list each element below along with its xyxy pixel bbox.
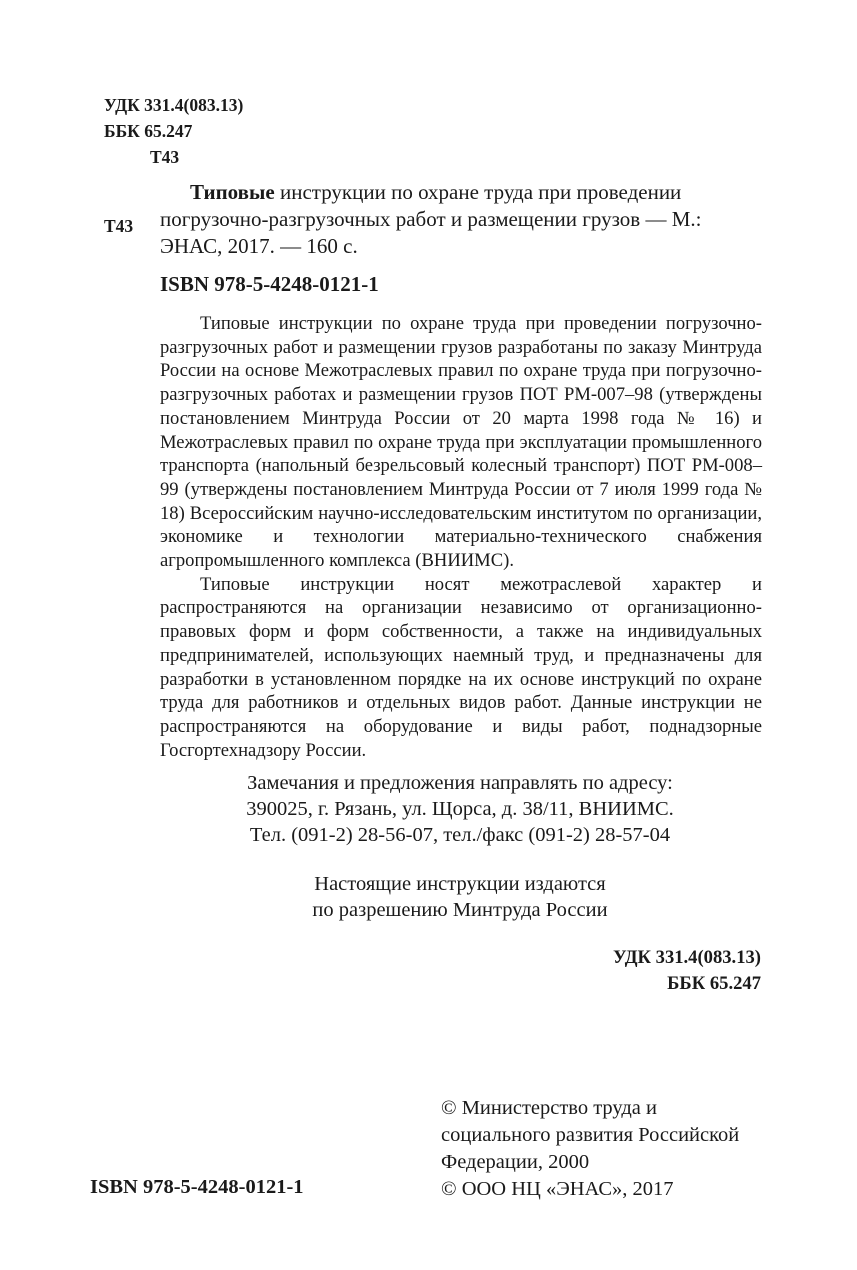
permission-block bbox=[160, 871, 760, 923]
citation-title-bold: Типовые bbox=[190, 180, 275, 204]
contacts-line-1: Замечания и предложения направлять по адресу: bbox=[247, 772, 673, 794]
annotation-paragraph-1: Типовые инструкции по охране труда при проведении погрузочно-разгрузочных работ и размещении грузов разработаны по заказу Минтруда России на основе Межотраслевых правил по охране труда при погрузочно-разгрузочных работах и размещении грузов ПОТ РМ-007–98 (утверждены постановлением Минтруда России от 20 марта 1998 года № 16) и Межотраслевых правил по охране труда при эксплуатации промышленного транспорта (напольный безрельсовый колесный транспорт) ПОТ РМ-008–99 (утверждены постановлением Минтруда России от 7 июля 1999 года № 18) Всероссийским научно-исследовательским институтом по организации, экономике и технологии материально-технического снабжения агропромышленного комплекса (ВНИИМС). bbox=[160, 313, 762, 572]
author-mark-citation: Т43 bbox=[104, 216, 134, 236]
citation-line-3: ЭНАС, 2017. — 160 с. bbox=[160, 234, 358, 258]
copyright-line-2: социального развития Российской bbox=[441, 1124, 740, 1146]
contacts-block bbox=[160, 770, 760, 848]
copyright-block bbox=[441, 1095, 739, 1203]
bibliographic-citation bbox=[160, 179, 760, 260]
copyright-line-3: Федерации, 2000 bbox=[441, 1151, 590, 1173]
udk-code-top: УДК 331.4(083.13) bbox=[104, 95, 244, 115]
copyright-line-1: © Министерство труда и bbox=[441, 1097, 657, 1119]
citation-line-1-rest: инструкции по охране труда при проведении bbox=[279, 180, 682, 204]
citation-line-1 bbox=[160, 179, 760, 206]
permission-line-2: по разрешению Минтруда России bbox=[312, 899, 608, 921]
isbn-top: ISBN 978-5-4248-0121-1 bbox=[160, 272, 379, 296]
classification-bottom bbox=[613, 945, 761, 997]
contacts-line-3: Тел. (091-2) 28-56-07, тел./факс (091-2) 28-57-04 bbox=[249, 824, 671, 846]
permission-line-1: Настоящие инструкции издаются bbox=[314, 873, 606, 895]
citation-line-2: погрузочно-разгрузочных работ и размещении грузов — М.: bbox=[160, 207, 702, 231]
copyright-line-4: © ООО НЦ «ЭНАС», 2017 bbox=[441, 1178, 674, 1200]
contacts-line-2: 390025, г. Рязань, ул. Щорса, д. 38/11, ВНИИМС. bbox=[246, 798, 674, 820]
annotation-paragraph-2: Типовые инструкции носят межотраслевой характер и распространяются на организации независимо от организационно-правовых форм и форм собственности, а также на индивидуальных предпринимателей, использующих наемный труд, и предназначены для разработки в установленном порядке на их основе инструкций по охране труда для работников и отдельных видов работ. Данные инструкции не распространяются на оборудование и виды работ, поднадзорные Госгортехнадзору России. bbox=[160, 573, 762, 761]
udk-code-bottom: УДК 331.4(083.13) bbox=[612, 947, 761, 968]
isbn-bottom: ISBN 978-5-4248-0121-1 bbox=[90, 1176, 304, 1198]
bbk-code-bottom: ББК 65.247 bbox=[667, 973, 761, 994]
bbk-code-top: ББК 65.247 bbox=[104, 121, 193, 141]
annotation bbox=[160, 312, 762, 762]
author-mark-top: Т43 bbox=[150, 147, 180, 167]
